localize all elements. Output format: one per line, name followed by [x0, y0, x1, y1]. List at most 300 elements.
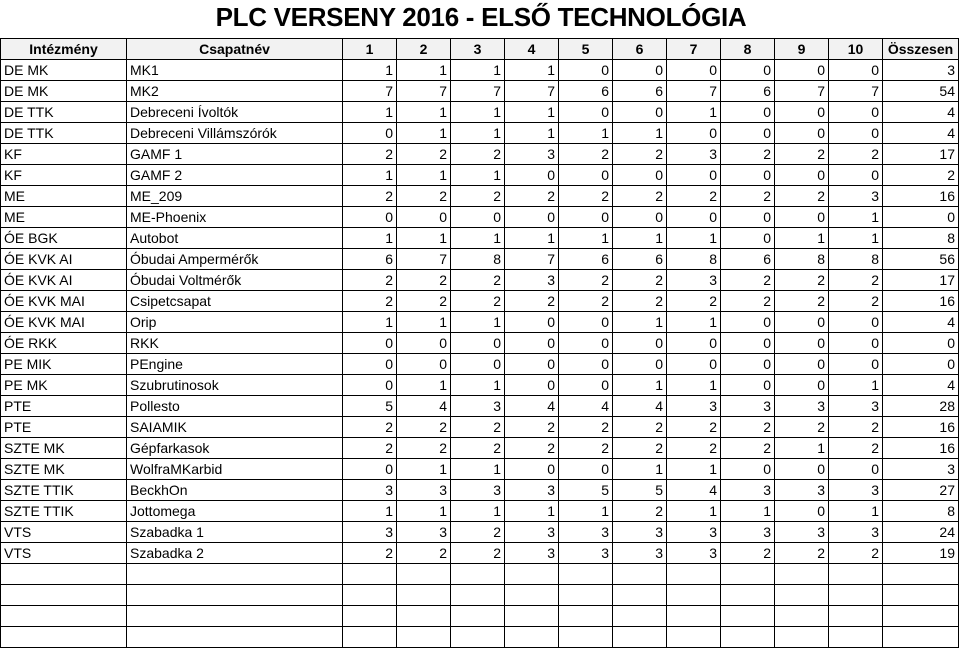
cell-round-score: 1 [451, 501, 505, 522]
cell-total: 27 [883, 480, 959, 501]
empty-cell [613, 627, 667, 648]
header-round-5: 5 [559, 39, 613, 60]
cell-round-score: 3 [505, 144, 559, 165]
cell-round-score: 1 [505, 102, 559, 123]
cell-round-score: 2 [451, 522, 505, 543]
cell-round-score: 2 [451, 417, 505, 438]
cell-round-score: 3 [721, 480, 775, 501]
empty-cell [127, 606, 343, 627]
cell-team-name: MK2 [127, 81, 343, 102]
cell-round-score: 2 [397, 186, 451, 207]
empty-row [1, 627, 959, 648]
cell-round-score: 1 [397, 228, 451, 249]
header-round-6: 6 [613, 39, 667, 60]
cell-round-score: 0 [721, 165, 775, 186]
cell-round-score: 1 [397, 102, 451, 123]
empty-cell [1, 564, 127, 585]
cell-round-score: 3 [505, 270, 559, 291]
cell-team-name: Csipetcsapat [127, 291, 343, 312]
empty-cell [775, 564, 829, 585]
cell-round-score: 0 [559, 354, 613, 375]
cell-round-score: 2 [829, 291, 883, 312]
empty-cell [559, 627, 613, 648]
cell-round-score: 3 [343, 522, 397, 543]
cell-round-score: 6 [343, 249, 397, 270]
cell-round-score: 0 [397, 333, 451, 354]
header-round-3: 3 [451, 39, 505, 60]
empty-cell [775, 627, 829, 648]
cell-team-name: WolfraMKarbid [127, 459, 343, 480]
cell-total: 54 [883, 81, 959, 102]
table-row [1, 270, 959, 291]
empty-cell [613, 585, 667, 606]
header-institution: Intézmény [1, 39, 127, 60]
cell-institution: ME [1, 207, 127, 228]
cell-team-name: Debreceni Villámszórók [127, 123, 343, 144]
cell-institution: ÓE KVK AI [1, 270, 127, 291]
empty-cell [883, 585, 959, 606]
cell-total: 56 [883, 249, 959, 270]
cell-round-score: 0 [775, 501, 829, 522]
cell-round-score: 3 [721, 522, 775, 543]
cell-round-score: 7 [829, 81, 883, 102]
cell-institution: KF [1, 144, 127, 165]
cell-institution: DE TTK [1, 102, 127, 123]
empty-cell [397, 627, 451, 648]
cell-round-score: 2 [397, 543, 451, 564]
cell-round-score: 1 [343, 501, 397, 522]
cell-total: 17 [883, 144, 959, 165]
cell-team-name: GAMF 1 [127, 144, 343, 165]
cell-round-score: 0 [505, 375, 559, 396]
cell-total: 16 [883, 291, 959, 312]
cell-round-score: 1 [775, 438, 829, 459]
empty-cell [829, 606, 883, 627]
cell-round-score: 2 [721, 417, 775, 438]
cell-round-score: 1 [721, 501, 775, 522]
cell-round-score: 1 [451, 102, 505, 123]
cell-round-score: 1 [613, 312, 667, 333]
cell-institution: PTE [1, 417, 127, 438]
cell-round-score: 2 [505, 186, 559, 207]
cell-round-score: 0 [775, 102, 829, 123]
cell-round-score: 1 [667, 375, 721, 396]
cell-institution: PTE [1, 396, 127, 417]
cell-round-score: 1 [451, 165, 505, 186]
empty-cell [343, 564, 397, 585]
cell-round-score: 2 [721, 186, 775, 207]
empty-cell [829, 627, 883, 648]
cell-round-score: 1 [667, 312, 721, 333]
empty-cell [505, 627, 559, 648]
cell-round-score: 2 [775, 417, 829, 438]
cell-total: 3 [883, 60, 959, 81]
cell-round-score: 3 [613, 543, 667, 564]
cell-round-score: 2 [505, 417, 559, 438]
cell-round-score: 0 [505, 207, 559, 228]
cell-round-score: 0 [559, 312, 613, 333]
cell-round-score: 0 [721, 459, 775, 480]
cell-round-score: 6 [721, 249, 775, 270]
cell-round-score: 1 [505, 60, 559, 81]
cell-institution: ÓE KVK MAI [1, 312, 127, 333]
empty-cell [343, 606, 397, 627]
cell-round-score: 0 [829, 123, 883, 144]
header-round-4: 4 [505, 39, 559, 60]
cell-round-score: 3 [343, 480, 397, 501]
cell-round-score: 5 [343, 396, 397, 417]
empty-cell [559, 585, 613, 606]
empty-cell [667, 564, 721, 585]
cell-round-score: 0 [829, 312, 883, 333]
cell-total: 8 [883, 501, 959, 522]
cell-round-score: 7 [397, 81, 451, 102]
cell-round-score: 0 [829, 354, 883, 375]
cell-round-score: 3 [829, 186, 883, 207]
cell-total: 4 [883, 102, 959, 123]
cell-round-score: 8 [667, 249, 721, 270]
cell-total: 0 [883, 207, 959, 228]
empty-cell [1, 627, 127, 648]
cell-round-score: 2 [829, 270, 883, 291]
cell-round-score: 0 [667, 333, 721, 354]
cell-round-score: 0 [613, 207, 667, 228]
cell-round-score: 0 [775, 165, 829, 186]
cell-round-score: 3 [775, 480, 829, 501]
cell-round-score: 2 [451, 543, 505, 564]
cell-round-score: 2 [613, 501, 667, 522]
cell-team-name: Szabadka 1 [127, 522, 343, 543]
cell-round-score: 0 [343, 354, 397, 375]
table-row [1, 291, 959, 312]
cell-round-score: 2 [667, 438, 721, 459]
cell-round-score: 2 [721, 270, 775, 291]
empty-cell [397, 585, 451, 606]
empty-cell [505, 585, 559, 606]
cell-round-score: 7 [505, 81, 559, 102]
cell-round-score: 0 [829, 60, 883, 81]
cell-team-name: Gépfarkasok [127, 438, 343, 459]
cell-round-score: 2 [397, 438, 451, 459]
cell-round-score: 2 [829, 144, 883, 165]
cell-round-score: 3 [829, 522, 883, 543]
cell-round-score: 0 [559, 60, 613, 81]
cell-round-score: 0 [775, 354, 829, 375]
cell-round-score: 1 [343, 102, 397, 123]
cell-round-score: 0 [721, 312, 775, 333]
empty-cell [451, 585, 505, 606]
cell-round-score: 0 [829, 165, 883, 186]
empty-row [1, 606, 959, 627]
cell-round-score: 2 [667, 417, 721, 438]
cell-round-score: 1 [397, 375, 451, 396]
cell-round-score: 0 [613, 102, 667, 123]
cell-institution: DE TTK [1, 123, 127, 144]
cell-institution: DE MK [1, 60, 127, 81]
cell-round-score: 2 [721, 144, 775, 165]
cell-round-score: 2 [397, 417, 451, 438]
cell-total: 2 [883, 165, 959, 186]
cell-round-score: 2 [775, 543, 829, 564]
empty-cell [721, 585, 775, 606]
cell-round-score: 1 [397, 123, 451, 144]
cell-round-score: 4 [667, 480, 721, 501]
cell-round-score: 0 [559, 333, 613, 354]
cell-round-score: 0 [505, 354, 559, 375]
cell-total: 19 [883, 543, 959, 564]
cell-round-score: 0 [775, 333, 829, 354]
cell-round-score: 2 [343, 543, 397, 564]
cell-round-score: 3 [613, 522, 667, 543]
cell-institution: VTS [1, 543, 127, 564]
cell-round-score: 0 [559, 459, 613, 480]
cell-team-name: ME_209 [127, 186, 343, 207]
cell-round-score: 2 [343, 438, 397, 459]
empty-cell [775, 585, 829, 606]
cell-total: 4 [883, 123, 959, 144]
cell-total: 8 [883, 228, 959, 249]
empty-cell [343, 585, 397, 606]
cell-round-score: 1 [667, 459, 721, 480]
table-row [1, 501, 959, 522]
cell-round-score: 0 [505, 459, 559, 480]
cell-round-score: 2 [559, 144, 613, 165]
table-row [1, 522, 959, 543]
cell-round-score: 2 [775, 186, 829, 207]
empty-cell [559, 606, 613, 627]
cell-round-score: 1 [397, 501, 451, 522]
cell-round-score: 3 [559, 522, 613, 543]
cell-team-name: BeckhOn [127, 480, 343, 501]
empty-cell [775, 606, 829, 627]
header-total: Összesen [883, 39, 959, 60]
empty-cell [451, 606, 505, 627]
cell-round-score: 2 [343, 417, 397, 438]
cell-round-score: 3 [667, 270, 721, 291]
empty-cell [397, 564, 451, 585]
cell-round-score: 0 [559, 375, 613, 396]
cell-round-score: 5 [559, 480, 613, 501]
cell-round-score: 0 [613, 60, 667, 81]
cell-round-score: 3 [775, 522, 829, 543]
cell-round-score: 6 [559, 249, 613, 270]
cell-round-score: 0 [829, 459, 883, 480]
cell-round-score: 7 [451, 81, 505, 102]
cell-round-score: 2 [775, 291, 829, 312]
empty-cell [721, 564, 775, 585]
empty-cell [613, 564, 667, 585]
table-row [1, 228, 959, 249]
cell-round-score: 7 [667, 81, 721, 102]
cell-round-score: 1 [559, 501, 613, 522]
cell-round-score: 3 [721, 396, 775, 417]
cell-round-score: 1 [613, 459, 667, 480]
cell-total: 4 [883, 375, 959, 396]
cell-team-name: Pollesto [127, 396, 343, 417]
cell-institution: ÓE KVK MAI [1, 291, 127, 312]
empty-cell [667, 627, 721, 648]
page-title: PLC VERSENY 2016 - ELSŐ TECHNOLÓGIA [215, 2, 747, 32]
empty-cell [559, 564, 613, 585]
cell-round-score: 2 [343, 270, 397, 291]
cell-round-score: 0 [775, 375, 829, 396]
cell-round-score: 2 [451, 270, 505, 291]
cell-round-score: 1 [775, 228, 829, 249]
cell-round-score: 0 [613, 165, 667, 186]
table-row [1, 144, 959, 165]
cell-total: 16 [883, 438, 959, 459]
cell-round-score: 0 [775, 207, 829, 228]
table-body [1, 60, 959, 648]
empty-cell [667, 606, 721, 627]
cell-round-score: 2 [613, 144, 667, 165]
cell-round-score: 3 [667, 522, 721, 543]
cell-round-score: 8 [829, 249, 883, 270]
cell-round-score: 4 [613, 396, 667, 417]
cell-round-score: 1 [505, 123, 559, 144]
cell-round-score: 8 [775, 249, 829, 270]
cell-round-score: 0 [721, 123, 775, 144]
cell-round-score: 0 [343, 459, 397, 480]
header-row [1, 39, 959, 60]
cell-institution: SZTE TTIK [1, 501, 127, 522]
empty-cell [451, 564, 505, 585]
empty-cell [613, 606, 667, 627]
cell-round-score: 1 [343, 228, 397, 249]
cell-round-score: 4 [397, 396, 451, 417]
table-row [1, 186, 959, 207]
empty-cell [883, 564, 959, 585]
cell-round-score: 4 [559, 396, 613, 417]
cell-institution: PE MIK [1, 354, 127, 375]
empty-cell [721, 606, 775, 627]
cell-round-score: 1 [451, 459, 505, 480]
cell-round-score: 0 [775, 312, 829, 333]
header-round-7: 7 [667, 39, 721, 60]
results-table [0, 38, 959, 648]
cell-total: 0 [883, 354, 959, 375]
cell-round-score: 0 [721, 228, 775, 249]
cell-round-score: 7 [397, 249, 451, 270]
cell-institution: KF [1, 165, 127, 186]
table-row [1, 312, 959, 333]
cell-round-score: 2 [397, 144, 451, 165]
cell-round-score: 1 [667, 102, 721, 123]
cell-institution: SZTE MK [1, 438, 127, 459]
cell-team-name: GAMF 2 [127, 165, 343, 186]
cell-round-score: 1 [451, 60, 505, 81]
cell-round-score: 3 [505, 480, 559, 501]
cell-round-score: 1 [613, 123, 667, 144]
cell-total: 16 [883, 417, 959, 438]
cell-total: 28 [883, 396, 959, 417]
cell-institution: PE MK [1, 375, 127, 396]
empty-cell [721, 627, 775, 648]
cell-round-score: 1 [397, 459, 451, 480]
cell-institution: ÓE RKK [1, 333, 127, 354]
cell-round-score: 2 [829, 417, 883, 438]
cell-round-score: 2 [397, 291, 451, 312]
cell-round-score: 0 [397, 207, 451, 228]
cell-team-name: Orip [127, 312, 343, 333]
cell-round-score: 2 [721, 543, 775, 564]
table-row [1, 81, 959, 102]
cell-round-score: 1 [829, 228, 883, 249]
cell-round-score: 3 [667, 543, 721, 564]
header-round-10: 10 [829, 39, 883, 60]
cell-team-name: PEngine [127, 354, 343, 375]
cell-round-score: 2 [613, 417, 667, 438]
cell-team-name: Óbudai Ampermérők [127, 249, 343, 270]
cell-round-score: 2 [343, 291, 397, 312]
cell-round-score: 1 [613, 375, 667, 396]
cell-round-score: 0 [559, 165, 613, 186]
cell-round-score: 1 [667, 501, 721, 522]
table-row [1, 207, 959, 228]
cell-team-name: MK1 [127, 60, 343, 81]
table-row [1, 333, 959, 354]
cell-total: 24 [883, 522, 959, 543]
cell-round-score: 2 [451, 186, 505, 207]
cell-team-name: Jottomega [127, 501, 343, 522]
cell-round-score: 1 [451, 123, 505, 144]
cell-round-score: 1 [451, 375, 505, 396]
empty-cell [1, 606, 127, 627]
cell-round-score: 0 [505, 333, 559, 354]
cell-round-score: 2 [775, 270, 829, 291]
cell-round-score: 0 [721, 102, 775, 123]
cell-round-score: 0 [505, 165, 559, 186]
cell-round-score: 1 [829, 207, 883, 228]
cell-round-score: 6 [559, 81, 613, 102]
cell-round-score: 1 [343, 312, 397, 333]
cell-round-score: 0 [613, 354, 667, 375]
table-row [1, 438, 959, 459]
cell-round-score: 0 [343, 375, 397, 396]
cell-round-score: 2 [721, 438, 775, 459]
cell-round-score: 6 [613, 249, 667, 270]
cell-round-score: 2 [451, 438, 505, 459]
cell-round-score: 0 [667, 123, 721, 144]
cell-round-score: 2 [451, 144, 505, 165]
cell-round-score: 1 [559, 123, 613, 144]
table-row [1, 249, 959, 270]
cell-round-score: 2 [559, 291, 613, 312]
empty-cell [883, 606, 959, 627]
cell-round-score: 2 [559, 270, 613, 291]
cell-team-name: Debreceni Ívoltók [127, 102, 343, 123]
cell-round-score: 2 [343, 144, 397, 165]
cell-round-score: 2 [613, 291, 667, 312]
cell-round-score: 3 [451, 480, 505, 501]
cell-round-score: 1 [667, 228, 721, 249]
cell-round-score: 1 [343, 165, 397, 186]
header-team-name: Csapatnév [127, 39, 343, 60]
cell-round-score: 2 [559, 186, 613, 207]
cell-round-score: 3 [505, 522, 559, 543]
cell-total: 3 [883, 459, 959, 480]
empty-cell [127, 627, 343, 648]
cell-round-score: 2 [451, 291, 505, 312]
empty-cell [451, 627, 505, 648]
header-round-9: 9 [775, 39, 829, 60]
cell-round-score: 0 [451, 207, 505, 228]
cell-round-score: 0 [775, 60, 829, 81]
cell-total: 17 [883, 270, 959, 291]
cell-round-score: 2 [829, 438, 883, 459]
cell-round-score: 0 [721, 207, 775, 228]
cell-round-score: 1 [343, 60, 397, 81]
